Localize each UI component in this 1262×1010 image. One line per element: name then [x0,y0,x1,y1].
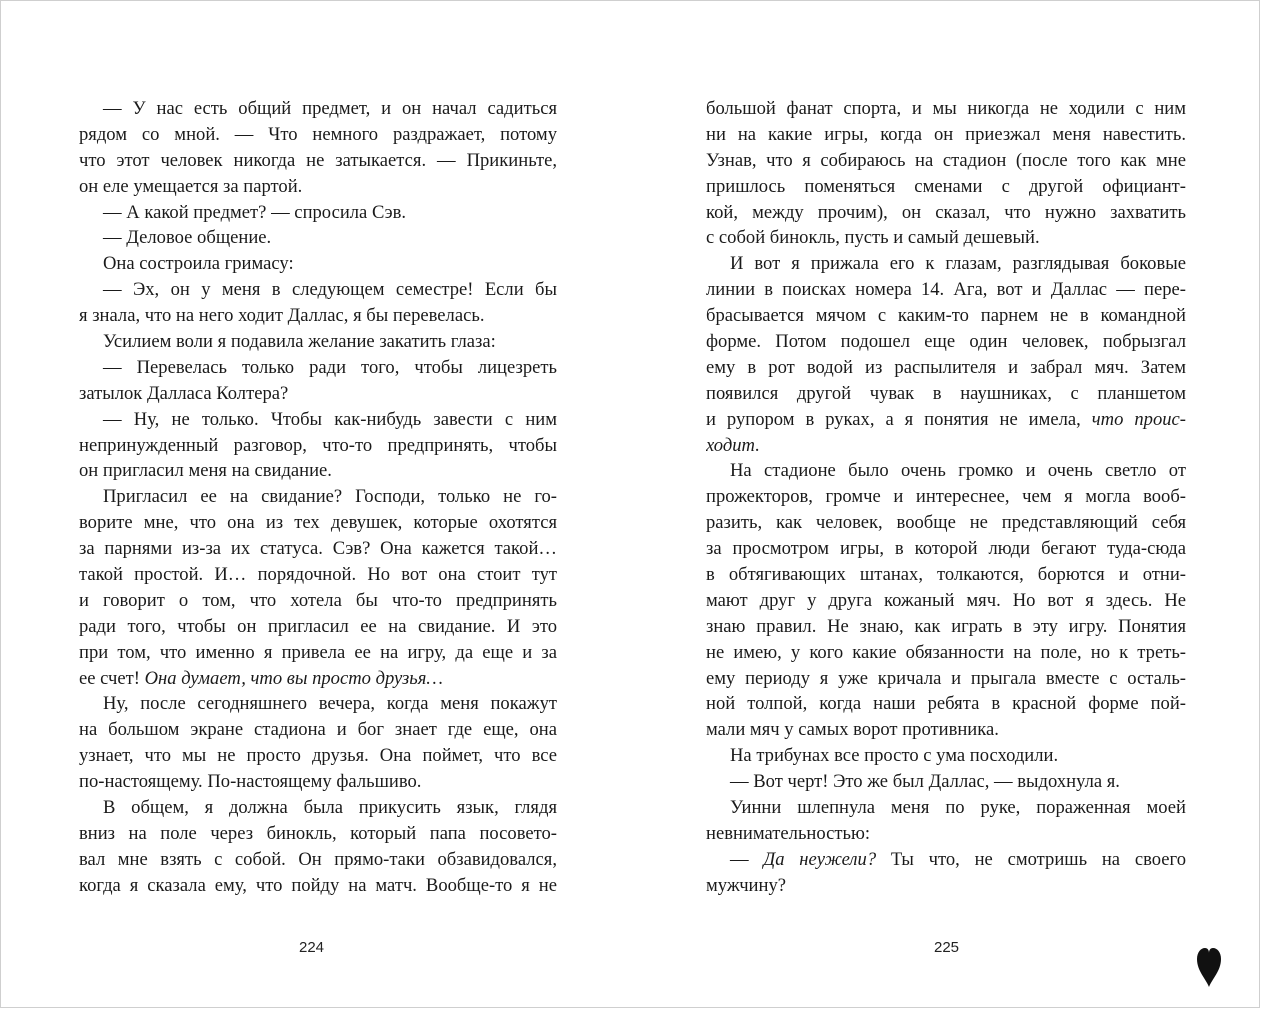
text-line [79,562,557,588]
right-page-text [706,96,1186,899]
text-segment: непринужденный разговор, что-то предпринять, чтобы [79,434,557,456]
text-segment: кой, между прочим), он сказал, что нужно захватить [706,201,1186,223]
text-segment: за парнями из-за их статуса. Сэв? Она кажется такой… [79,538,557,560]
text-line [79,174,557,200]
text-line [79,122,557,148]
text-segment: и говорит о том, что хотела бы что-то предпринять [79,589,557,611]
text-line [706,873,1186,899]
text-line [79,536,557,562]
text-segment: знаю правил. Не знаю, как играть в эту игру. Понятия [706,615,1186,637]
text-line [706,407,1186,433]
italic-text: ходит. [706,434,760,456]
text-segment: ему в рот водой из распылителя и забрал мяч. Затем [706,356,1186,378]
text-segment: с собой бинокль, пусть и самый дешевый. [706,227,1040,249]
text-segment: Уинни шлепнула меня по руке, пораженная моей [730,797,1186,819]
text-line [79,873,557,899]
text-line [79,251,557,277]
text-segment: невнимательностью: [706,822,871,844]
text-line [79,277,557,303]
text-line [706,821,1186,847]
text-segment: что этот человек никогда не затыкается. — Прикиньте, [79,149,557,171]
text-line [79,484,557,510]
text-line [79,225,557,251]
text-line [706,329,1186,355]
heart-icon [1195,946,1223,988]
text-segment: при том, что именно я привела ее на игру, да еще и за [79,641,557,663]
text-segment: линии в поисках номера 14. Ага, вот и Даллас — пере- [706,279,1186,301]
text-line [79,743,557,769]
text-line [79,303,557,329]
text-line [706,200,1186,226]
text-segment: ее счет! [79,667,145,689]
text-segment: он пригласил меня на свидание. [79,460,332,482]
text-segment: Узнав, что я собираюсь на стадион (после того как мне [706,149,1186,171]
text-line [706,562,1186,588]
text-line [79,769,557,795]
text-segment: разить, как человек, вообще не представляющий себя [706,512,1186,534]
text-line [79,717,557,743]
text-segment: — Эх, он у меня в следующем семестре! Если бы [103,279,557,301]
text-line [706,174,1186,200]
text-segment: И вот я прижала его к глазам, разглядывая боковые [730,253,1186,275]
text-segment: ему периоду я уже кричала и прыгала вместе с осталь- [706,667,1186,689]
text-line [79,458,557,484]
text-segment: мают друг у друга кожаный мяч. Но вот я здесь. Не [706,589,1186,611]
text-segment: в обтягивающих штанах, толкаются, борются и отни- [706,564,1186,586]
text-line [79,847,557,873]
text-line [706,769,1186,795]
text-segment: На трибунах все просто с ума посходили. [730,745,1059,767]
text-line [706,96,1186,122]
text-segment: за просмотром игры, в которой люди бегают туда-сюда [706,538,1186,560]
text-line [706,691,1186,717]
text-segment: такой простой. И… порядочной. Но вот она стоит тут [79,564,557,586]
text-segment: Ты что, не смотришь на своего [876,848,1186,870]
text-segment: ни на какие игры, когда он приезжал меня навестить. [706,123,1186,145]
italic-text: что проис- [1091,408,1186,430]
text-line [79,355,557,381]
text-segment: ради того, чтобы он пригласил ее на свидание. И это [79,615,557,637]
text-segment: Ну, после сегодняшнего вечера, когда меня покажут [103,693,557,715]
text-line [706,795,1186,821]
text-line [79,510,557,536]
text-line [706,355,1186,381]
text-line [79,588,557,614]
text-segment: Она состроила гримасу: [103,253,294,275]
text-line [79,407,557,433]
text-line [706,122,1186,148]
text-line [706,148,1186,174]
text-segment: вниз на поле через бинокль, который папа посовето- [79,822,557,844]
italic-text: Да неужели? [763,848,877,870]
text-segment: по-настоящему. По-настоящему фальшиво. [79,771,422,793]
text-segment: — Вот черт! Это же был Даллас, — выдохнула я. [730,771,1120,793]
text-line [706,614,1186,640]
text-line [706,251,1186,277]
page-number-left: 224 [299,939,325,956]
text-segment: Усилием воли я подавила желание закатить глаза: [103,331,496,353]
text-segment: мали мяч у самых ворот противника. [706,719,999,741]
text-segment: он еле умещается за партой. [79,175,303,197]
text-line [706,717,1186,743]
text-segment: появился другой чувак в наушниках, с планшетом [706,382,1186,404]
text-segment: В общем, я должна была прикусить язык, глядя [103,797,557,819]
text-segment: — Ну, не только. Чтобы как-нибудь завести с ним [103,408,557,430]
text-line [706,381,1186,407]
text-line [79,821,557,847]
italic-text: Она думает, что вы просто друзья… [144,667,443,689]
text-line [706,536,1186,562]
page-number-right: 225 [934,939,960,956]
text-line [706,588,1186,614]
text-segment: когда я сказала ему, что пойду на матч. Вообще-то я не [79,874,557,896]
text-segment: большой фанат спорта, и мы никогда не ходили с ним [706,98,1186,119]
text-segment: узнает, что мы не просто друзья. Она поймет, что все [79,745,557,767]
text-line [706,666,1186,692]
left-page-text [79,96,557,899]
text-segment: — Перевелась только ради того, чтобы лицезреть [103,356,557,378]
text-line [79,148,557,174]
text-line [706,743,1186,769]
text-segment: ной толпой, когда наши ребята в красной форме пой- [706,693,1186,715]
text-segment: рядом со мной. — Что немного раздражает, потому [79,123,557,145]
text-line [706,458,1186,484]
text-segment: я знала, что на него ходит Даллас, я бы перевелась. [79,305,485,327]
text-segment: — А какой предмет? — спросила Сэв. [103,201,406,223]
text-line [706,510,1186,536]
text-line [79,96,557,122]
text-line [706,303,1186,329]
text-segment: форме. Потом подошел еще один человек, побрызгал [706,331,1186,353]
text-segment: — У нас есть общий предмет, и он начал садиться [103,98,557,119]
text-segment: прожекторов, громче и интереснее, чем я могла вооб- [706,486,1186,508]
text-line [79,433,557,459]
text-line [79,200,557,226]
text-segment: Пригласил ее на свидание? Господи, только не го- [103,486,557,508]
text-line [79,691,557,717]
text-segment: На стадионе было очень громко и очень светло от [730,460,1186,482]
text-line [79,666,557,692]
text-segment: вал мне взять с собой. Он прямо-таки обзавидовался, [79,848,557,870]
text-segment: — Деловое общение. [103,227,272,249]
text-line [79,329,557,355]
text-segment: брасывается мячом с каким-то парнем не в командной [706,305,1186,327]
text-segment: на большом экране стадиона и бог знает где еще, она [79,719,557,741]
text-line [79,795,557,821]
text-line [706,225,1186,251]
text-segment: пришлось поменяться сменами с другой официант- [706,175,1186,197]
text-line [706,433,1186,459]
text-segment: затылок Далласа Колтера? [79,382,289,404]
text-segment: мужчину? [706,874,787,896]
text-line [79,640,557,666]
text-line [706,277,1186,303]
text-segment: и рупором в руках, а я понятия не имела, [706,408,1092,430]
text-segment: — [730,848,764,870]
text-line [79,381,557,407]
text-line [706,847,1186,873]
text-line [79,614,557,640]
text-segment: ворите мне, что она из тех девушек, которые охотятся [79,512,557,534]
text-segment: не имею, у кого какие обязанности на поле, но к треть- [706,641,1186,663]
text-line [706,484,1186,510]
text-line [706,640,1186,666]
